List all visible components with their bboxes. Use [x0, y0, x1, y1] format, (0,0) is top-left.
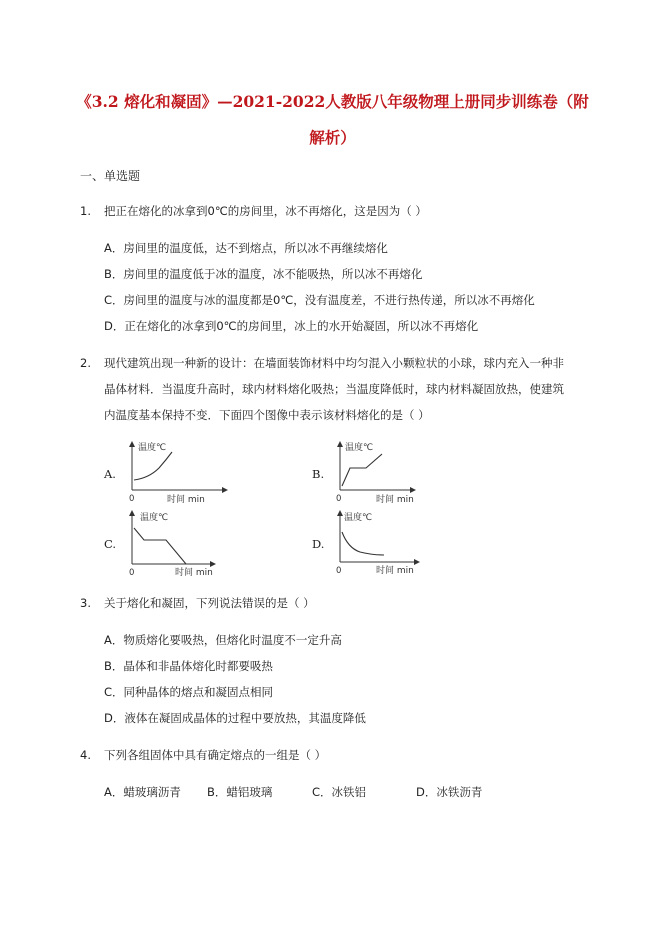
- question-3-option-b: B．晶体和非晶体熔化时都要吸热: [104, 659, 273, 673]
- graph-d-y-label: 温度℃: [344, 513, 373, 523]
- graph-d-x-arrow: [414, 559, 420, 565]
- document-title: [60, 84, 605, 156]
- graph-c-label: C.: [104, 537, 117, 551]
- graph-b-label: B.: [312, 467, 325, 481]
- graph-a-x-label: 时间 min: [167, 495, 205, 505]
- graph-d: [332, 508, 442, 580]
- graph-a-label: A.: [104, 467, 116, 481]
- question-2-text: 现代建筑出现一种新的设计：在墙面装饰材料中均匀混入小颗粒状的小球，球内充入一种非晶体材料．当温度升高时，球内材料熔化吸热；当温度降低时，球内材料凝固放热，使建筑内温度基本保持不变．下面四个图像中表示该材料熔化的是（ ）: [104, 356, 564, 422]
- graph-a-y-label: 温度℃: [138, 443, 167, 453]
- graph-c-origin: 0: [129, 568, 135, 578]
- graph-c-y-arrow: [129, 510, 135, 516]
- graph-d-y-arrow: [337, 510, 343, 516]
- graph-d-label: D.: [312, 537, 325, 551]
- graph-b-y-arrow: [337, 441, 343, 447]
- graph-d-curve: [342, 532, 384, 555]
- question-4-number: 4.: [80, 748, 91, 762]
- title-line-2: 解析）: [309, 128, 356, 147]
- question-4-option-a: A．蜡玻璃沥青: [104, 785, 181, 799]
- graph-a-curve: [134, 452, 172, 480]
- question-3-number: 3.: [80, 596, 91, 610]
- question-1-text: 把正在熔化的冰拿到0℃的房间里，冰不再熔化，这是因为（ ）: [104, 204, 427, 218]
- graph-c-x-label: 时间 min: [175, 568, 213, 578]
- graph-b-x-arrow: [410, 487, 416, 493]
- question-2-number: 2.: [80, 356, 91, 370]
- graph-b-origin: 0: [336, 494, 342, 504]
- graph-b-y-label: 温度℃: [345, 443, 374, 453]
- graph-a: [124, 440, 234, 505]
- question-1-number: 1.: [80, 204, 91, 218]
- graph-a-origin: 0: [129, 494, 135, 504]
- graph-b: [332, 440, 442, 505]
- graph-a-x-arrow: [222, 487, 228, 493]
- graph-c-curve: [134, 528, 186, 564]
- graph-c-x-arrow: [210, 561, 216, 567]
- question-1-option-c: C．房间里的温度与冰的温度都是0℃，没有温度差，不进行热传递，所以冰不再熔化: [104, 293, 535, 307]
- question-3-option-c: C．同种晶体的熔点和凝固点相同: [104, 685, 274, 699]
- question-1-option-a: A．房间里的温度低，达不到熔点，所以冰不再继续熔化: [104, 241, 388, 255]
- question-3-option-d: D．液体在凝固成晶体的过程中要放热，其温度降低: [104, 711, 366, 725]
- question-4-text: 下列各组固体中具有确定熔点的一组是（ ）: [104, 748, 327, 762]
- question-1-option-d: D．正在熔化的冰拿到0℃的房间里，冰上的水开始凝固，所以冰不再熔化: [104, 319, 479, 333]
- question-1-option-b: B．房间里的温度低于冰的温度，冰不能吸热，所以冰不再熔化: [104, 267, 423, 281]
- graph-b-curve: [342, 454, 382, 486]
- question-4-option-d: D．冰铁沥青: [416, 785, 483, 799]
- question-3-text: 关于熔化和凝固，下列说法错误的是（ ）: [104, 596, 315, 610]
- question-4-option-c: C．冰铁铝: [312, 785, 367, 799]
- graph-c-y-label: 温度℃: [140, 513, 169, 523]
- graph-a-y-arrow: [129, 441, 135, 447]
- question-3-option-a: A．物质熔化要吸热，但熔化时温度不一定升高: [104, 633, 342, 647]
- graph-b-x-label: 时间 min: [376, 495, 414, 505]
- section-heading: 一、单选题: [80, 169, 141, 183]
- graph-c: [124, 508, 234, 578]
- question-4-option-b: B．蜡铝玻璃: [207, 785, 273, 799]
- title-line-1: 《3.2 熔化和凝固》—2021-2022人教版八年级物理上册同步训练卷（附: [76, 92, 589, 111]
- graph-d-origin: 0: [336, 566, 342, 576]
- graph-d-x-label: 时间 min: [376, 566, 414, 576]
